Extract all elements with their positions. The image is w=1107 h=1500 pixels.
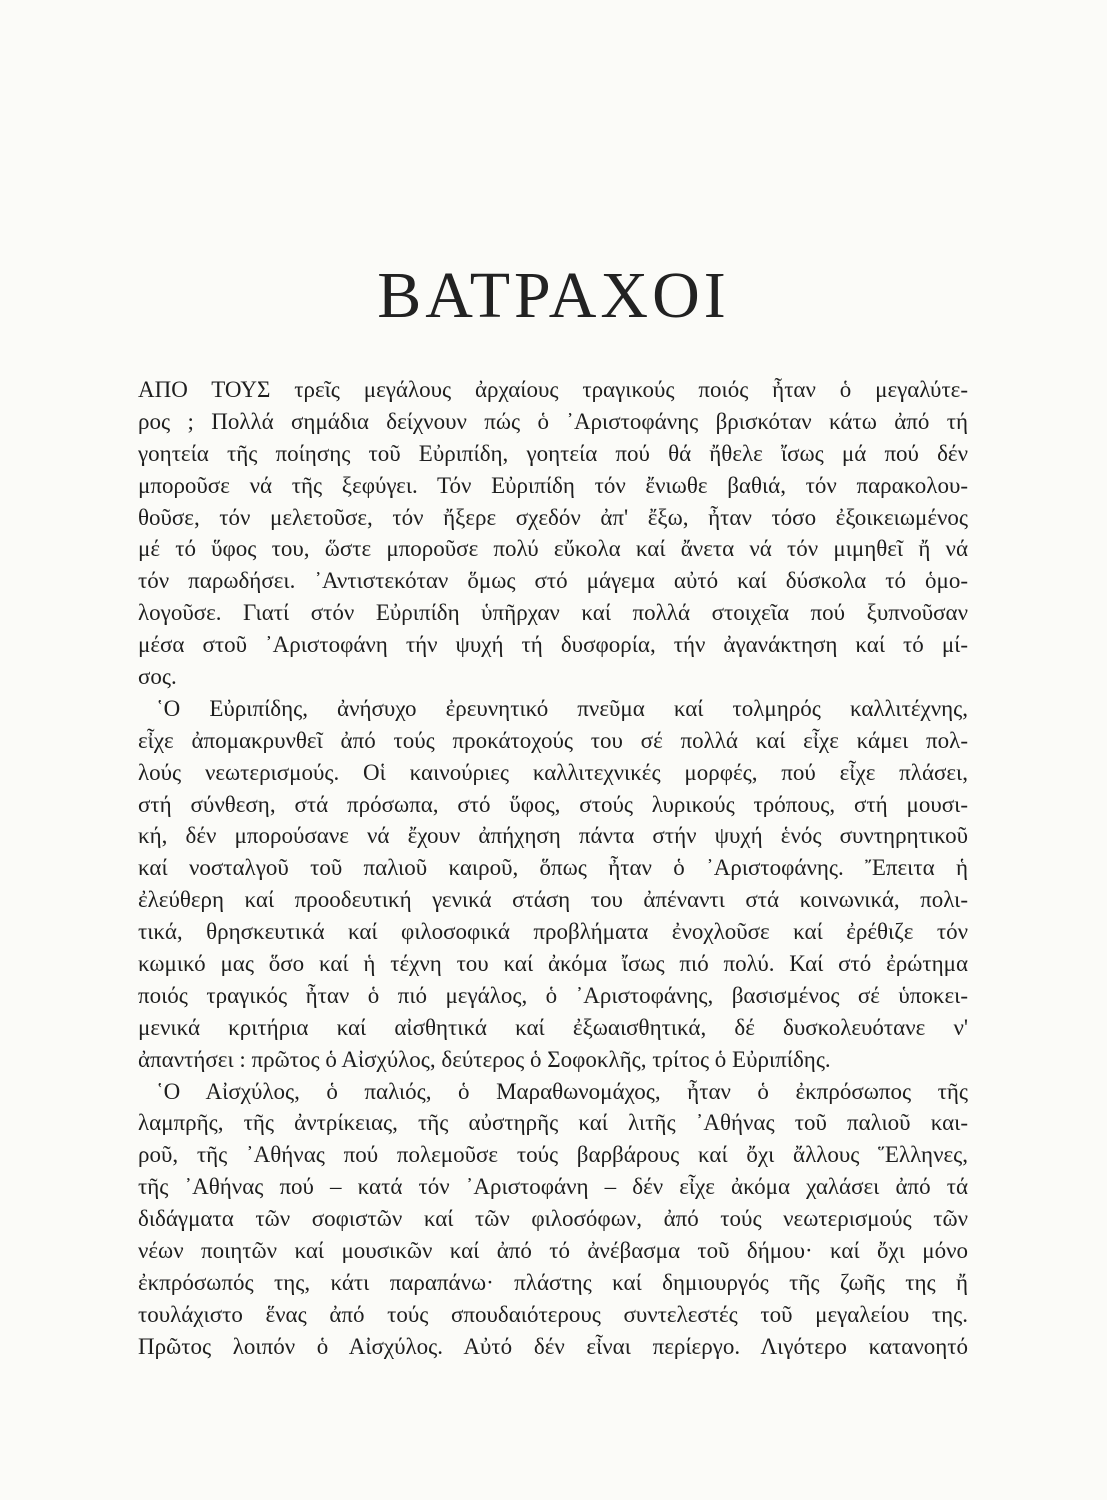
text-line: σος. <box>138 664 177 690</box>
chapter-title: ΒΑΤΡΑΧΟΙ <box>377 259 730 332</box>
text-line: κωμικό μας ὅσο καί ἡ τέχνη του καί ἀκόμα ἴσως πιό πολύ. Καί στό ἐρώτημα <box>138 951 968 977</box>
text-line: ἀπαντήσει : πρῶτος ὁ Αἰσχύλος, δεύτερος ὁ Σοφοκλῆς, τρίτος ὁ Εὐριπίδης. <box>138 1046 831 1072</box>
text-line: Πρῶτος λοιπόν ὁ Αἰσχύλος. Αὐτό δέν εἶναι περίεργο. Λιγότερο κατανοητό <box>138 1333 968 1359</box>
text-line: διδάγματα τῶν σοφιστῶν καί τῶν φιλοσόφων, ἀπό τούς νεωτερισμούς τῶν <box>138 1206 968 1232</box>
text-line: ποιός τραγικός ἦταν ὁ πιό μεγάλος, ὁ ᾿Αριστοφάνης, βασισμένος σέ ὑποκει- <box>138 982 968 1008</box>
text-line: νέων ποιητῶν καί μουσικῶν καί ἀπό τό ἀνέβασμα τοῦ δήμου· καί ὄχι μόνο <box>138 1238 968 1264</box>
text-line: ροῦ, τῆς ᾿Αθήνας πού πολεμοῦσε τούς βαρβάρους καί ὄχι ἄλλους Ἕλληνες, <box>138 1142 968 1168</box>
text-line: τῆς ᾿Αθήνας πού – κατά τόν ᾿Αριστοφάνη – δέν εἶχε ἀκόμα χαλάσει ἀπό τά <box>138 1174 968 1200</box>
text-line: ῾Ο Αἰσχύλος, ὁ παλιός, ὁ Μαραθωνομάχος, ἦταν ὁ ἐκπρόσωπος τῆς <box>156 1078 968 1104</box>
text-line: θοῦσε, τόν μελετοῦσε, τόν ἤξερε σχεδόν ἀπ' ἔξω, ἦταν τόσο ἐξοικειωμένος <box>138 504 968 530</box>
text-line: ἐκπρόσωπός της, κάτι παραπάνω· πλάστης καί δημιουργός τῆς ζωῆς της ἤ <box>138 1269 968 1295</box>
text-line: μέ τό ὕφος του, ὥστε μποροῦσε πολύ εὔκολα καί ἄνετα νά τόν μιμηθεῖ ἤ νά <box>138 536 968 562</box>
text-line: τόν παρωδήσει. ᾿Αντιστεκόταν ὅμως στό μάγεμα αὐτό καί δύσκολα τό ὁμο- <box>138 568 968 594</box>
text-line: στή σύνθεση, στά πρόσωπα, στό ὕφος, στούς λυρικούς τρόπους, στή μουσι- <box>138 791 968 817</box>
text-line: μενικά κριτήρια καί αἰσθητικά καί ἐξωαισθητικά, δέ δυσκολευότανε ν' <box>138 1014 968 1040</box>
text-line: λαμπρῆς, τῆς ἀντρίκειας, τῆς αὐστηρῆς καί λιτῆς ᾿Αθήνας τοῦ παλιοῦ και- <box>138 1110 968 1136</box>
text-line: καί νοσταλγοῦ τοῦ παλιοῦ καιροῦ, ὅπως ἦταν ὁ ᾿Αριστοφάνης. Ἔπειτα ἡ <box>138 855 968 881</box>
text-line: ἐλεύθερη καί προοδευτική γενικά στάση του ἀπέναντι στά κοινωνικά, πολι- <box>138 887 968 913</box>
body-text <box>138 374 968 1363</box>
text-line: λογοῦσε. Γιατί στόν Εὐριπίδη ὑπῆρχαν καί πολλά στοιχεῖα πού ξυπνοῦσαν <box>138 600 968 626</box>
text-line: γοητεία τῆς ποίησης τοῦ Εὐριπίδη, γοητεία πού θά ἤθελε ἴσως μά πού δέν <box>138 440 968 466</box>
text-line: εἶχε ἀπομακρυνθεῖ ἀπό τούς προκάτοχούς του σέ πολλά καί εἶχε κάμει πολ- <box>138 727 968 753</box>
text-line: τουλάχιστο ἕνας ἀπό τούς σπουδαιότερους συντελεστές τοῦ μεγαλείου της. <box>138 1301 968 1327</box>
text-line: ρος ; Πολλά σημάδια δείχνουν πώς ὁ ᾿Αριστοφάνης βρισκόταν κάτω ἀπό τή <box>138 408 968 434</box>
text-line: ῾Ο Εὐριπίδης, ἀνήσυχο ἐρευνητικό πνεῦμα καί τολμηρός καλλιτέχνης, <box>156 695 968 721</box>
text-line: τικά, θρησκευτικά καί φιλοσοφικά προβλήματα ἐνοχλοῦσε καί ἐρέθιζε τόν <box>138 919 968 945</box>
text-line: μέσα στοῦ ᾿Αριστοφάνη τήν ψυχή τή δυσφορία, τήν ἀγανάκτηση καί τό μί- <box>138 632 968 658</box>
text-line: λούς νεωτερισμούς. Οἱ καινούριες καλλιτεχνικές μορφές, πού εἶχε πλάσει, <box>138 759 968 785</box>
text-line: κή, δέν μπορούσανε νά ἔχουν ἀπήχηση πάντα στήν ψυχή ἑνός συντηρητικοῦ <box>138 823 968 849</box>
text-line: ΑΠΟ ΤΟΥΣ τρεῖς μεγάλους ἀρχαίους τραγικούς ποιός ἦταν ὁ μεγαλύτε- <box>138 377 968 402</box>
text-line: μποροῦσε νά τῆς ξεφύγει. Τόν Εὐριπίδη τόν ἔνιωθε βαθιά, τόν παρακολου- <box>138 472 968 498</box>
